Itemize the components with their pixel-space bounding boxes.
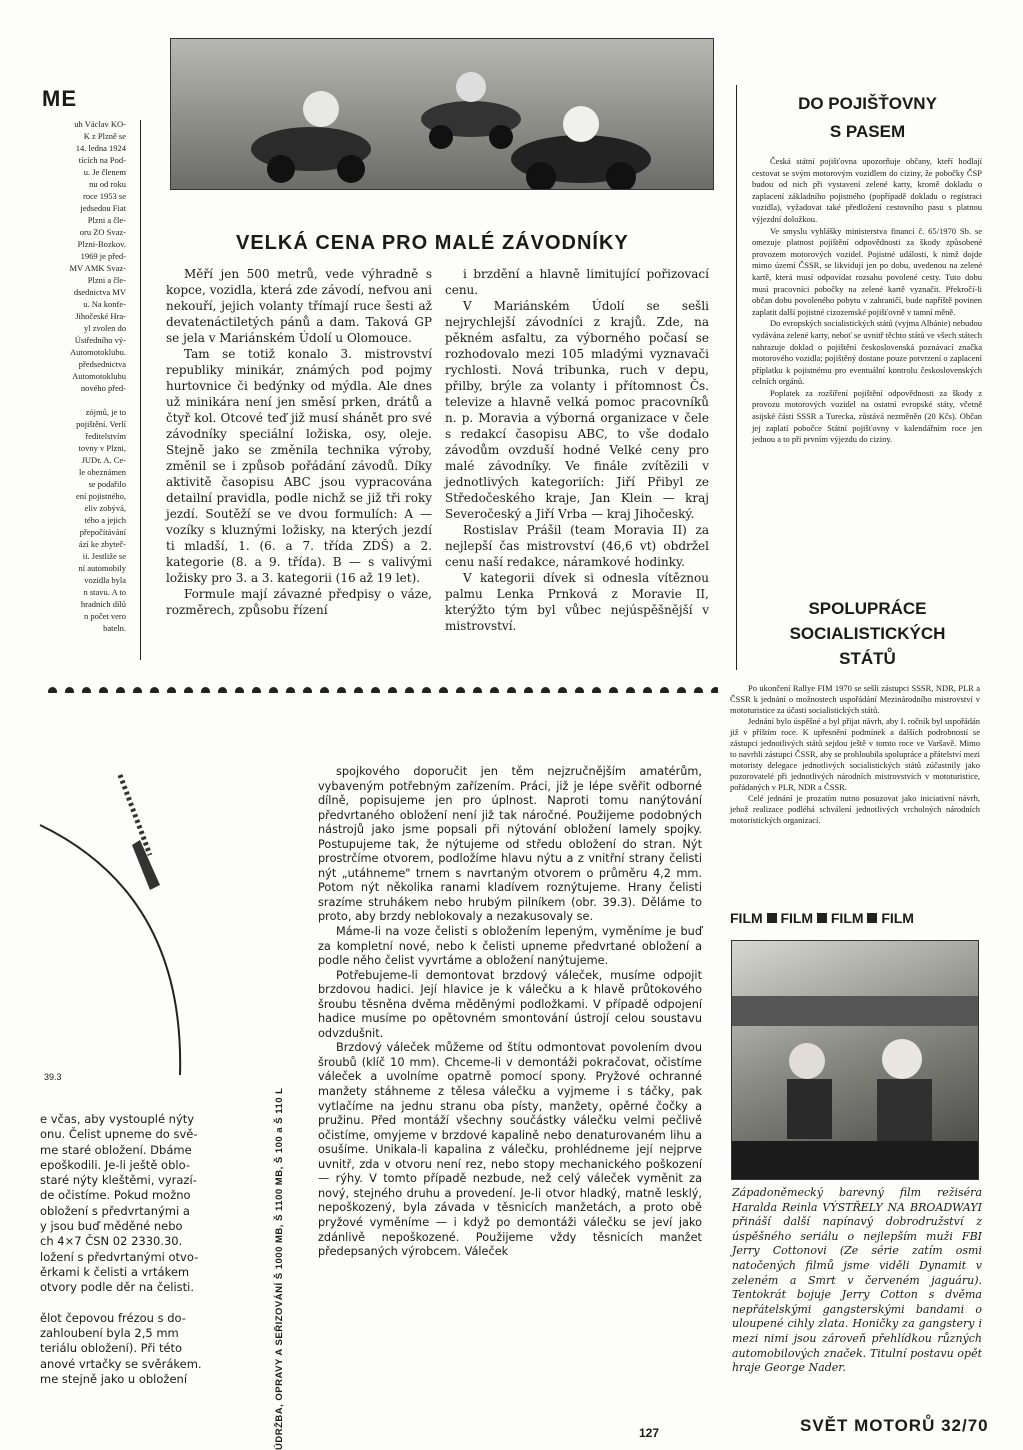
separator-dot [371,687,380,693]
separator-dot [269,687,278,693]
text-line: 14. ledna 1924 [75,143,126,153]
text-line: yl zvolen do [83,323,126,333]
text-line: onu. Čelist upneme do svě- [40,1127,198,1142]
text-line: Jihočeské Hra- [75,311,126,321]
paragraph: Potřebujeme-li demontovat brzdový váleček, musíme odpojit brzdovou hadici. Její hlavice je k válečku a k hlavě průtokového šroubu těsněna dvěma měděnými podložkami. V případě odpojení hadice musíme po opětovném smontování ústrojí celou soustavu odvzdušnit. [318,968,702,1040]
paragraph: Jednání bylo úspěšné a byl přijat návrh, aby I. ročník byl uspořádán již v příštím roce. K upřesnění podmínek a dalších podrobností se zástupci jednotlivých států sejdou ještě v tomto roce ve Varšavě. Mimo to navrhli zástupci ČSSR, aby se prohloubila spolupráce a přátelství mezi motoristy delegace jednotlivých socialistických států zúčastnily jako pozorovatelé při jednotlivých národních mistrovstvích v mototuristice, pořádaných v PLR, NDR a ČSSR. [730,716,980,792]
paragraph: Měří jen 500 metrů, vede výhradně s kopce, vozidla, která zde závodí, nefvou ani nekouří, jejich volanty třímají ruce šesti až devatenáctiletých pánů a dam. Taková GP se jela v Mariánském Údolí u Olomouce. [166,267,432,345]
film-still-graphic [732,941,978,1179]
paragraph: i brzdění a hlavně limitující pořizovací cenu. [445,267,709,297]
top-race-photo [170,38,714,190]
separator-dot [184,687,193,693]
left-strip-heading: ME [42,86,77,111]
text-line: zójmů, je to [85,407,126,417]
text-line: epoškodili. Je-li ještě oblo- [40,1157,190,1172]
paragraph: Tam se totiž konalo 3. mistrovství republiky minikár, známých pod pojmy hurtovnice či bedýnky od mýdla. Ale dnes už minikára není jen směsí prken, drátů a čtyř kol. Otcové teď již musí shánět pro své závodníky speciální ložiska, osy, oleje. Stejně jako se změnila technika výroby, změnil se i způsob pořádání závodů. Díky aktivitě časopisu ABC jsou vypracována detailní pravidla, podle nichž se již tři roky jezdí. Soutěží se ve dvou formulích: A — vozíky s kluznými ložisky, na kterých jezdí ti mladší, 1. (6. a 7. třída ZDŠ) a 2. kategorie (8. a 9. třída). B — s valivými ložisky pro 3. a 3. kategorii (16 až 19 let). [166,347,432,585]
text-line: le obeznámen [79,467,126,477]
text-line: ní automobily [78,563,126,573]
insurance-title: DO POJIŠŤOVNY S PASEM [798,94,937,141]
separator-dot [286,687,295,693]
text-line: pojištění. Verlí [76,419,126,429]
separator-dot [150,687,159,693]
text-line: ěrkami k čelisti a vrtákem [40,1264,190,1279]
text-line: ii. Jestliže se [82,551,126,561]
separator-dot [575,687,584,693]
paragraph: spojkového doporučit jen těm nejzručnějším amatérům, vybaveným potřebným zařízením. Práci, již je lépe svěřit odborné dílně, popisujeme jen pro úplnost. Naproti tomu nanýtování předvrtaného obložení není již tak náročné. Použijeme podobných nástrojů jako jsme popsali při nýtování obložení lamely spojky. Postupujeme tak, že nýtujeme od středu obložení do stran. Nýt prostrčíme otvorem, podložíme hlavu nýtu a z vnitřní strany čelisti nýt „utáhneme" trnem s navrtaným otvorem o průměru 4,2 mm. Potom nýt několika ranami kladívem roznýtujeme. Hrany čelisti srazíme struhákem nebo hrubým pilníkem (obr. 39.3). Děláme to proto, aby brzdy neblokovaly a nezakusovaly se. [318,765,702,924]
text-line: ází ke zbyteč- [78,539,126,549]
separator-dot [660,687,669,693]
separator-dot [609,687,618,693]
brake-shoe-drawing [0,745,200,1075]
text-line: u. Je členem [83,167,126,177]
separator-dot [82,687,91,693]
separator-dot [456,687,465,693]
text-line [46,394,126,406]
separator-dot [422,687,431,693]
text-line: ředitelstvím [85,431,126,441]
text-line: e včas, aby vystouplé nýty [40,1112,195,1126]
text-line: ení pojistného, [75,491,126,501]
text-line: JUDr. A. Ce- [81,455,126,465]
text-line: staré nýty kleštěmi, vyrazí- [40,1173,197,1188]
separator-dot [626,687,635,693]
text-line: ělot čepovou frézou s do- [40,1310,186,1325]
separator-dot [439,687,448,693]
text-line: dsednictva MV [73,287,126,297]
paragraph: Po ukončení Rallye FIM 1970 se sešli zástupci SSSR, NDR, PLR a ČSSR k jednání o možnostech uspořádání Mezinárodního mistrovství v mototuristice za účasti socialistických států. [730,683,980,715]
figure-label: 39.3 [44,1072,62,1082]
text-line: eliv zobývá, [84,503,126,513]
brake-illustration [0,745,200,1075]
text-line: nu od roku [89,179,126,189]
text-line: n stavu. A to [83,587,126,597]
text-line: me stejně jako u obložení [40,1372,188,1387]
text-line: y jsou buď měděné nebo [40,1219,183,1234]
go-kart-photo-graphic [171,39,713,189]
separator-dot [354,687,363,693]
paragraph: Brzdový váleček můžeme od štítu odmontovat povolením dvou šroubů (klíč 10 mm). Chceme-li v demontáži pokračovat, očistíme váleček a uvolníme opatrně pomocí spony. Pryžové ochranné manžety stáhneme z tělesa válečku a vyjmeme i s táčky, pak vytlačíme na jednu stranu oba písty, manžety, opěrné čočky a pružinu. Před montáží všechny součástky válečku velmi pečlivě očistíme, omyjeme v brzdové kapalině nebo denaturovaném lihu a osušíme. Unikala-li kapalina z válečku, prohlédneme její nejprve uvnitř, zda v otvoru není rez, nebo stopy mechanického poškození — rýhy. V tomto případě nezbude, než celý váleček vyměnit za nový, stejného druhu a provedení. Je-li otvor hladký, matně lesklý, nepoškozený, byla závada v těsnicích manžetách, a proto obě pryžové vyměníme — i když po demontáži válečku se jeví jako zdánlivě nepoškozené. Použijeme vždy těsnicích manžet předepsaných výrobcem. Váleček [318,1041,702,1259]
magazine-footer: SVĚT MOTORŮ 32/70 [800,1416,989,1435]
text-line: tovny v Plzni, [78,443,126,453]
separator-dot [473,687,482,693]
separator-dot [48,687,57,693]
film-photo [731,940,979,1180]
article-column-1 [166,266,432,618]
separator-dot [711,687,718,693]
separator-dot [507,687,516,693]
film-banner: FILM FILM FILM FILM [730,910,914,926]
text-line: obložení s předvrtanými a [40,1203,190,1218]
column-divider [140,120,141,660]
text-line: ch 4×7 ČSN 02 2330.30. [40,1234,183,1249]
cooperation-text [730,683,980,826]
text-line: vozidla byla [84,575,126,585]
text-line: Ústředního vý- [74,335,126,345]
text-line: uh Václav KO- [74,119,126,129]
text-line: Automotoklubu [72,371,126,381]
column-divider [736,85,737,670]
separator-dot [133,687,142,693]
separator-dot [235,687,244,693]
page-number: 127 [639,1426,660,1440]
text-line: anové vrtačky se svěrákem. [40,1356,202,1371]
left-strip-text [46,118,126,634]
bottom-left-text [40,1112,235,1387]
separator-dot [116,687,125,693]
paragraph: V kategorii dívek si odnesla vítěznou palmu Lenka Prnková z Moravie II, kterýžto tým byl vůbec nejúspěšnější v mistrovství. [445,571,709,633]
text-line: zahloubení byla 2,5 mm [40,1326,179,1341]
paragraph: V Mariánském Údolí se sešli nejrychlejší závodníci z krajů. Zde, na pěkném asfaltu, za výborného počasí se rozhodovalo mezi 105 mladými vyznavači rychlosti. Nová tribunka, ruch v depu, přilby, brýle za volanty i přítomnost Čs. televize a hlavně velká pomoc pracovníků n. p. Moravia a výborná organizace v čele s redakcí časopisu ABC, to vše dodalo závodům ovzduší hodné Velké ceny pro malé závodníky. Ve finále zvítězili v jednotlivých kategoriích: Jiří Přibyl ze Středočeského kraje, Jan Klein — kraj Severočeský a Jiří Vrba — kraj Jihočeský. [445,299,709,521]
separator-dot [490,687,499,693]
separator-dot [524,687,533,693]
text-line: otvory podle děr na čelisti. [40,1280,195,1295]
film-caption: Západoněmecký barevný film režiséra Haralda Reinla VÝSTŘELY NA BROADWAYI přináší další napínavý dobrodružství z úspěšného seriálu o nejlepším muži FBI Jerry Cottonovi (Ze série zatím osmi natočených filmů jsme viděli Dynamit v zeleném a Smrt v červeném jaguáru). Tentokrát bojuje Jerry Cotton s dvěma nepřátelskými gangsterskými bandami o uloupené cihly zlata. Honičky za gangstery i mezi nimi jsou zároveň přehlídkou různých automobilových značek. Titulní postavu opět hraje George Nader. [732,1186,982,1375]
separator-dot [541,687,550,693]
separator-dot [405,687,414,693]
vertical-section-caption: ÚDRŽBA, OPRAVY A SEŘIZOVÁNÍ Š 1000 MB, Š 1100 MB, Š 100 a Š 110 L [274,1087,285,1450]
paragraph: Poplatek za rozšíření pojištění odpovědnosti za škody z provozu motorových vozidel na ostatní evropské státy, včetně asijské části SSSR a Turecka, zůstává nezměněn (20 Kčs). Občan jej zaplatí pobočce Státní pojišťovny v kalendářním roce jen jednou a to při prvním výjezdu do ciziny. [752,387,982,445]
paragraph: Máme-li na voze čelisti s obložením lepeným, vyměníme je buď za kompletní nové, nebo k čelisti upneme předvrtané obložení a podle něho čelist vyvrtáme a obložení nanýtujeme. [318,925,702,968]
separator-dot [303,687,312,693]
insurance-text [752,156,982,446]
separator-dot [337,687,346,693]
text-line: oru ZO Svaz- [79,227,126,237]
text-line: tého a jejich [84,515,126,525]
separator-dot [558,687,567,693]
text-line: předsednictva [78,359,126,369]
cooperation-title: SPOLUPRÁCE SOCIALISTICKÝCH STÁTŮ [789,599,946,668]
separator-dot [252,687,261,693]
paragraph: Formule mají závazné předpisy o váze, rozměrech, způsobu řízení [166,587,432,617]
text-line [40,1296,235,1311]
article-column-2 [445,266,709,634]
paragraph: Česká státní pojišťovna upozorňuje občany, kteří hodlají cestovat se svým motorovým vozidlem do ciziny, že pobočky ČSP budou od nich při vystavení zelené karty, kromě dokladu o zaplacení základního pojistného (popřípadě dokladu o registraci vozidla), vyžadovat také předložení cestovního pasu s platnou výjezdní doložkou. [752,156,982,224]
paragraph: Do evropských socialistických států (vyjma Albánie) nebudou vydávána zelené karty, neboť se uvnitř těchto států ve všech státech nahrazuje doklad o pojištění československá poznávací značka motorového vozidla; pojištěný dostane pouze potvrzení o zaplacení příplatku k pojistnému pro eventuální kontrolu československých celních orgánů. [752,318,982,387]
separator-dot [99,687,108,693]
text-line: Plzni a čle- [87,275,126,285]
text-line: de očistíme. Pokud možno [40,1188,191,1203]
text-line: přepočítávání [79,527,126,537]
separator-dot [694,687,703,693]
separator-dot [65,687,74,693]
text-line: n počet vero [83,611,126,621]
brake-repair-text [318,765,702,1260]
separator-dot [643,687,652,693]
text-line: roce 1953 se [83,191,126,201]
separator-dot [167,687,176,693]
text-line: tících na Pod- [78,155,126,165]
text-line: Plzni a čle- [87,215,126,225]
paragraph: Ve smyslu vyhlášky ministerstva financí č. 65/1970 Sb. se omezuje platnost pojištění odpovědnosti za škody způsobené provozem motorových vozidel. Pojistné události, k nimž dojde mimo území ČSSR, se likvidují jen po dobu, uvedenou na zelené kartě, která musí odpovídat rozsahu povolené cesty. Tuto dobu musí pracovníci pobočky na zelené kartě vyznačit. Překročí-li občan dobu povoleného pobytu v zahraničí, bude napříště povinen zaplatit další pojistné cizozemské pojišťovně v tamní měně. [752,225,982,317]
text-line: Plzni-Bozkov. [77,239,126,249]
separator-dot [218,687,227,693]
text-line: 1969 je před- [80,251,126,261]
text-line: hradních dílů [80,599,126,609]
separator-dot [201,687,210,693]
text-line: se podařilo [88,479,126,489]
text-line: ložení s předvrtanými otvo- [40,1249,199,1264]
text-line: u. Na konfe- [83,299,126,309]
text-line: Automotoklubu. [70,347,126,357]
text-line: nového před- [80,383,126,393]
text-line: K z Plzně se [83,131,126,141]
text-line: teriálu obložení). Při této [40,1341,183,1356]
text-line: me staré obložení. Dbáme [40,1142,192,1157]
text-line: MV AMK Svaz- [69,263,126,273]
separator-dot [592,687,601,693]
paragraph: Rostislav Prášil (team Moravia II) za nejlepší čas mistrovství (46,6 vt) obdržel cenu naší redakce, náramkové hodinky. [445,523,709,569]
dotted-separator [48,681,718,693]
separator-dot [677,687,686,693]
text-line: jedsedou Fiat [80,203,126,213]
text-line: bateln. [103,623,126,633]
paragraph: Celé jednání je prozatím nutno posuzovat jako iniciativní návrh, jehož realizace podléhá schválení jednotlivých vrcholných národních motoristických organizací. [730,793,980,825]
separator-dot [388,687,397,693]
article-title: VELKÁ CENA PRO MALÉ ZÁVODNÍKY [236,232,629,254]
separator-dot [320,687,329,693]
